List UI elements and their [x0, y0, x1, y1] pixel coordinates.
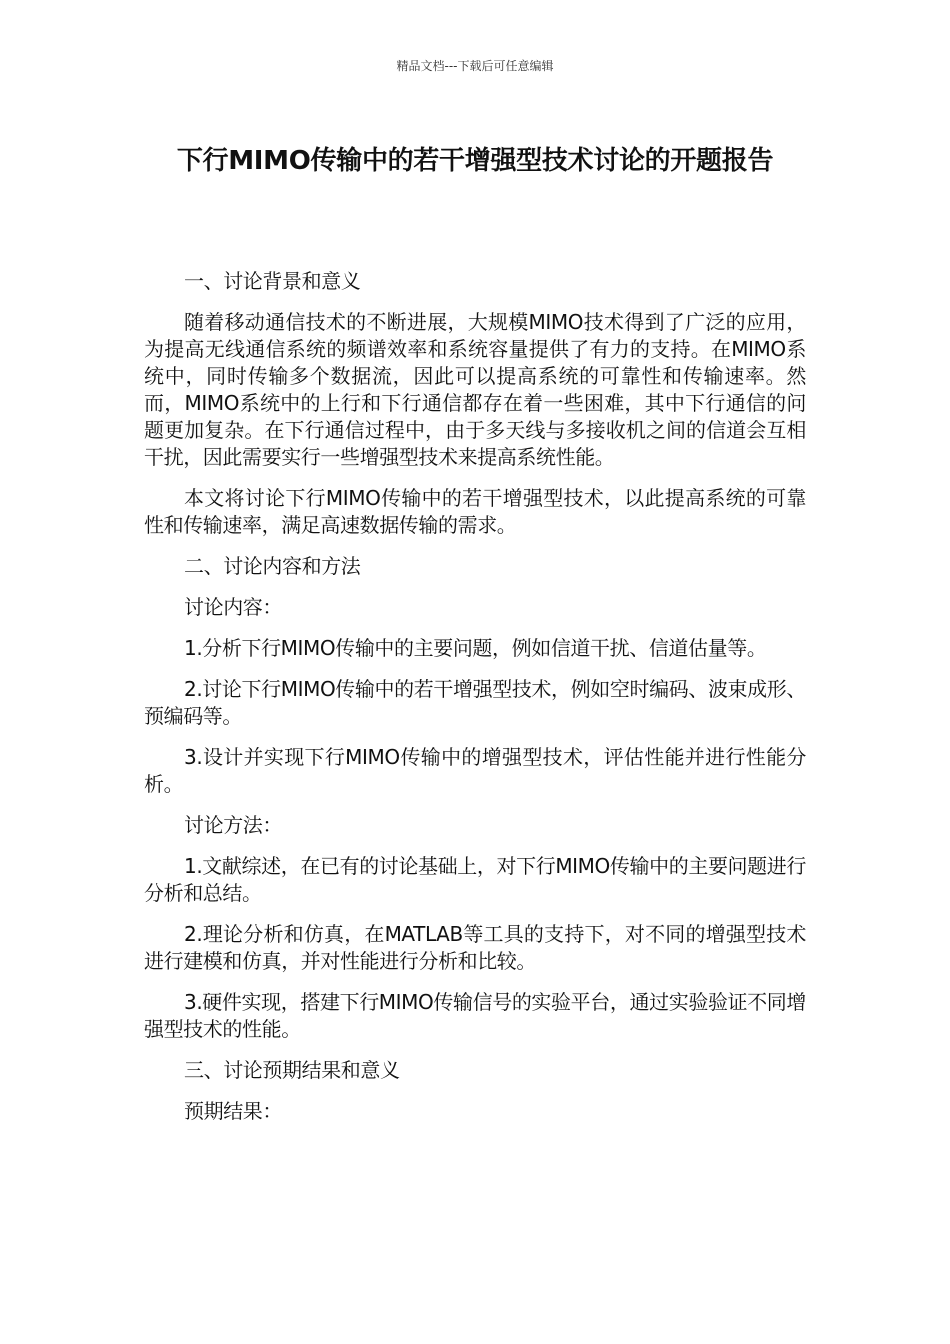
- research-content-item-2: 2.讨论下行MIMO传输中的若干增强型技术，例如空时编码、波束成形、预编码等。: [144, 677, 806, 728]
- section-2-heading: 二、讨论内容和方法: [184, 554, 361, 578]
- expected-results-label: 预期结果：: [184, 1099, 282, 1123]
- document-body: [144, 268, 806, 1139]
- research-method-item-3: 3.硬件实现，搭建下行MIMO传输信号的实验平台，通过实验验证不同增强型技术的性能。: [144, 990, 806, 1041]
- section-1-paragraph-1: 随着移动通信技术的不断进展，大规模MIMO技术得到了广泛的应用，为提高无线通信系统的频谱效率和系统容量提供了有力的支持。在MIMO系统中，同时传输多个数据流，因此可以提高系统的可靠性和传输速率。然而，MIMO系统中的上行和下行通信都存在着一些困难，其中下行通信的问题更加复杂。在下行通信过程中，由于多天线与多接收机之间的信道会互相干扰，因此需要实行一些增强型技术来提高系统性能。: [144, 310, 806, 469]
- document-title: 下行MIMO传输中的若干增强型技术讨论的开题报告: [176, 146, 774, 176]
- research-content-item-1: 1.分析下行MIMO传输中的主要问题，例如信道干扰、信道估量等。: [184, 636, 767, 660]
- research-method-label: 讨论方法：: [184, 813, 282, 837]
- section-1-heading: 一、讨论背景和意义: [184, 269, 361, 293]
- section-3-heading: 三、讨论预期结果和意义: [184, 1058, 400, 1082]
- research-content-item-3: 3.设计并实现下行MIMO传输中的增强型技术，评估性能并进行性能分析。: [144, 745, 806, 796]
- research-content-label: 讨论内容：: [184, 595, 282, 619]
- page-header: 精品文档---下载后可任意编辑: [396, 59, 554, 73]
- section-1-paragraph-2: 本文将讨论下行MIMO传输中的若干增强型技术，以此提高系统的可靠性和传输速率，满足高速数据传输的需求。: [144, 486, 806, 537]
- research-method-item-2: 2.理论分析和仿真，在MATLAB等工具的支持下，对不同的增强型技术进行建模和仿真，并对性能进行分析和比较。: [144, 922, 806, 973]
- research-method-item-1: 1.文献综述，在已有的讨论基础上，对下行MIMO传输中的主要问题进行分析和总结。: [144, 854, 806, 905]
